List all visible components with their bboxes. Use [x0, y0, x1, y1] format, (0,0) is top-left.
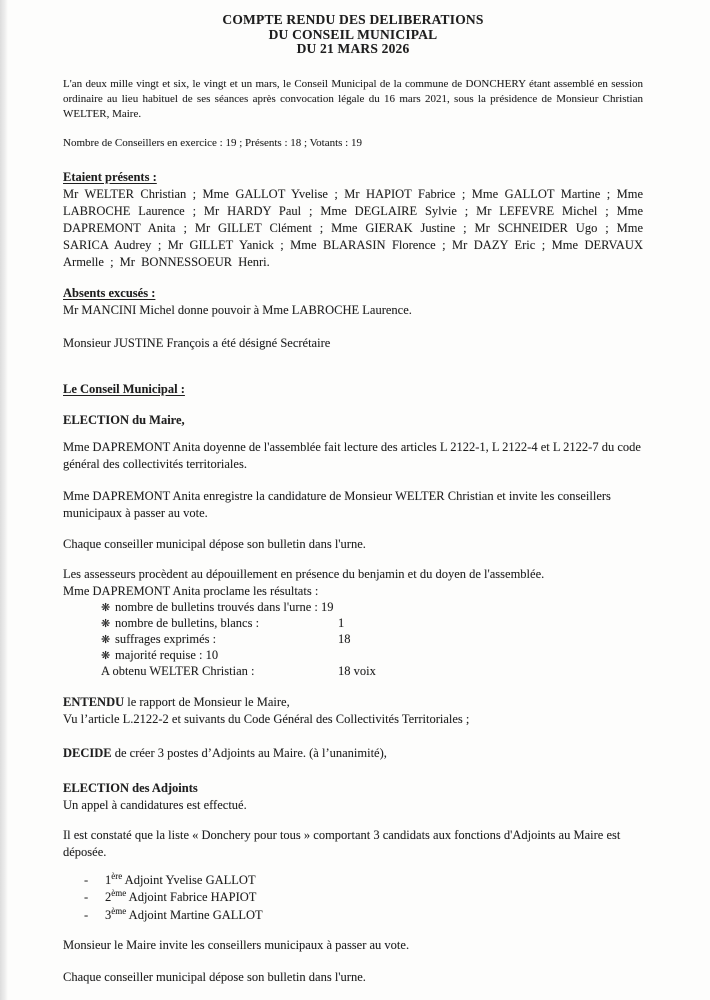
ballot-paragraph-1: Chaque conseiller municipal dépose son bulletin dans l'urne.: [63, 536, 366, 551]
result-value: 1: [338, 615, 345, 630]
result-label: majorité requise : 10: [115, 648, 219, 663]
flower-bullet-icon: ❋: [101, 601, 111, 614]
council-heading: Le Conseil Municipal :: [63, 381, 185, 396]
flower-bullet-icon: ❋: [101, 617, 111, 630]
candidature-paragraph: Mme DAPREMONT Anita enregistre la candidature de Monsieur WELTER Christian et invite les conseillers municipaux à passer au vote.: [63, 488, 611, 520]
vu-line: Vu l’article L.2122-2 et suivants du Code Général des Collectivités Territoriales ;: [63, 711, 470, 726]
counts-line: Nombre de Conseillers en exercice : 19 ; Présents : 18 ; Votants : 19: [63, 136, 362, 149]
result-value: 18: [338, 631, 351, 646]
result-row-votes-cast: [101, 632, 643, 648]
result-label: nombre de bulletins, blancs :: [115, 615, 260, 630]
ordinal-suffix: ère: [111, 870, 123, 881]
flower-bullet-icon: ❋: [101, 633, 111, 646]
adjoint-name: Adjoint Fabrice HAPIOT: [126, 890, 257, 905]
flower-bullet-icon: ❋: [101, 650, 111, 663]
result-row-ballots-found: [101, 600, 643, 616]
absent-heading: Absents excusés :: [63, 285, 156, 300]
result-label: nombre de bulletins trouvés dans l'urne : 19: [115, 599, 334, 614]
dash-bullet: -: [84, 872, 89, 887]
decide-rest: de créer 3 postes d’Adjoints au Maire. (à l’unanimité),: [111, 745, 387, 760]
results-list: [101, 600, 643, 680]
secretary-line: Monsieur JUSTINE François a été désigné Secrétaire: [63, 335, 331, 350]
present-list: Mr WELTER Christian ; Mme GALLOT Yvelise ; Mr HAPIOT Fabrice ; Mme GALLOT Martine ; Mme LABROCHE Laurence ; Mr HARDY Paul ; Mme DEGLAIRE Sylvie ; Mr LEFEVRE Michel ; Mme DAPREMONT Anita ; Mr GILLET Clément ; Mme GIERAK Justine ; Mr SCHNEIDER Ugo ; Mme SARICA Audrey ; Mr GILLET Yanick ; Mme BLARASIN Florence ; Mr DAZY Eric ; Mme DERVAUX Armelle ; Mr BONNESSOEUR Henri.: [63, 186, 643, 269]
entendu-keyword: ENTENDU: [63, 694, 125, 709]
document-title: [63, 13, 643, 57]
intro-paragraph: L'an deux mille vingt et six, le vingt et un mars, le Conseil Municipal de la commune de DONCHERY étant assemblé en session ordinaire au lieu habituel de ses séances après convocation légale du 16 mars 2021, sous la présidence de Monsieur Christian WELTER, Maire.: [63, 77, 643, 120]
lecture-paragraph: Mme DAPREMONT Anita doyenne de l'assemblée fait lecture des articles L 2122-1, L 2122-4 et L 2122-7 du code général des collectivités territoriales.: [63, 439, 641, 471]
result-label: suffrages exprimés :: [115, 631, 217, 646]
dash-bullet: -: [84, 907, 89, 922]
adjoint-ordinal: 2: [105, 890, 112, 905]
adjoints-list: [84, 872, 643, 925]
decide-keyword: DECIDE: [63, 745, 112, 760]
title-line-2: DU CONSEIL MUNICIPAL: [268, 26, 438, 42]
adjoint-row-2: [84, 889, 643, 907]
ordinal-suffix: ème: [111, 887, 127, 898]
result-row-obtained: [101, 664, 643, 679]
adjoint-ordinal: 1: [105, 872, 112, 887]
present-heading: Etaient présents :: [63, 169, 157, 184]
call-candidates-line: Un appel à candidatures est effectué.: [63, 797, 247, 812]
decide-paragraph: [63, 745, 643, 762]
ballot-paragraph-2: Chaque conseiller municipal dépose son bulletin dans l'urne.: [63, 970, 366, 985]
liste-paragraph: Il est constaté que la liste « Donchery pour tous » comportant 3 candidats aux fonctions d'Adjoints au Maire est déposée.: [63, 827, 621, 859]
adjoint-ordinal: 3: [105, 907, 112, 922]
result-row-blank-ballots: [101, 616, 643, 632]
title-line-1: COMPTE RENDU DES DELIBERATIONS: [222, 12, 484, 27]
adjoint-row-3: [84, 907, 643, 925]
election-maire-heading: ELECTION du Maire,: [63, 412, 185, 427]
dash-bullet: -: [84, 890, 89, 905]
obtained-label: A obtenu WELTER Christian :: [101, 664, 255, 679]
entendu-paragraph: [63, 694, 643, 728]
result-row-majority-required: [101, 648, 643, 664]
adjoint-row-1: [84, 872, 643, 890]
adjoint-name: Adjoint Yvelise GALLOT: [122, 872, 256, 887]
counting-paragraph: [63, 566, 643, 600]
obtained-value: 18 voix: [338, 664, 376, 679]
assessors-line: Les assesseurs procèdent au dépouillement en présence du benjamin et du doyen de l'assemblée.: [63, 566, 545, 581]
absent-text: Mr MANCINI Michel donne pouvoir à Mme LABROCHE Laurence.: [63, 302, 412, 317]
proclaim-line: Mme DAPREMONT Anita proclame les résultats :: [63, 583, 319, 598]
election-adjoints-heading: ELECTION des Adjoints: [63, 780, 198, 795]
invite-vote-line: Monsieur le Maire invite les conseillers municipaux à passer au vote.: [63, 938, 410, 953]
title-line-3: DU 21 MARS 2026: [296, 41, 410, 56]
ordinal-suffix: ème: [111, 905, 127, 916]
adjoint-name: Adjoint Martine GALLOT: [126, 907, 263, 922]
entendu-rest: le rapport de Monsieur le Maire,: [124, 694, 290, 709]
